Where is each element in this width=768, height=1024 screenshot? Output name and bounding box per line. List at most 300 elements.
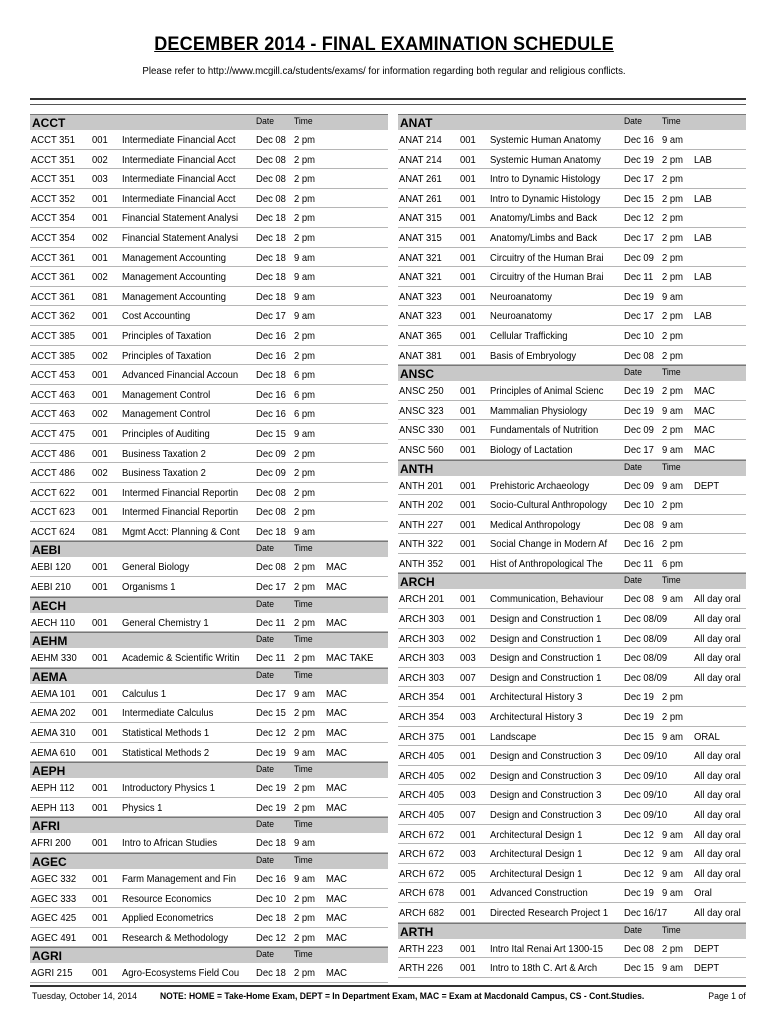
section-name: AEBI <box>32 543 61 558</box>
section-number: 002 <box>92 271 108 284</box>
exam-time: 2 pm <box>662 942 684 955</box>
course-code: ARCH 354 <box>399 691 445 704</box>
exam-time: 9 am <box>662 962 684 975</box>
exam-note: MAC <box>694 424 716 437</box>
exam-date: Dec 08 <box>624 349 654 362</box>
table-row <box>30 889 388 909</box>
section-header-anat <box>398 114 746 130</box>
course-title: Business Taxation 2 <box>122 447 206 460</box>
section-number: 001 <box>92 486 108 499</box>
course-title: Design and Construction 3 <box>490 769 602 782</box>
exam-time: 9 am <box>294 290 316 303</box>
time-column-label: Time <box>294 764 313 776</box>
course-title: Intermed Financial Reportin <box>122 486 239 499</box>
section-number: 002 <box>92 153 108 166</box>
exam-note: MAC <box>326 727 348 740</box>
section-number: 001 <box>460 962 476 975</box>
section-name: ARTH <box>400 924 434 939</box>
time-column-label: Time <box>662 116 681 127</box>
course-title: Intermediate Financial Acct <box>122 192 236 205</box>
table-row <box>30 483 388 503</box>
exam-note: All day oral <box>694 652 741 665</box>
course-code: ACCT 351 <box>31 134 75 146</box>
course-code: ACCT 385 <box>31 329 75 342</box>
course-code: ANAT 381 <box>399 349 442 362</box>
exam-note: LAB <box>694 153 712 166</box>
course-code: ARCH 201 <box>399 593 445 606</box>
course-title: Advanced Construction <box>490 887 588 900</box>
table-row <box>398 440 746 460</box>
section-number: 001 <box>460 942 476 955</box>
exam-time: 2 pm <box>294 616 316 629</box>
table-row <box>30 684 388 704</box>
course-title: Prehistoric Archaeology <box>490 479 590 492</box>
exam-note: MAC <box>694 404 716 417</box>
exam-date: Dec 08 <box>256 153 286 166</box>
table-row <box>398 609 746 629</box>
footer-print-date: Tuesday, October 14, 2014 <box>32 991 137 1002</box>
table-row <box>398 864 746 884</box>
course-code: AEMA 101 <box>31 687 76 700</box>
course-title: Management Control <box>122 388 211 401</box>
table-row <box>30 723 388 743</box>
section-number: 001 <box>92 892 108 905</box>
exam-time: 2 pm <box>662 499 684 512</box>
exam-date: Dec 09 <box>624 424 654 437</box>
table-row <box>398 208 746 228</box>
exam-date: Dec 18 <box>256 967 286 980</box>
date-column-label: Date <box>256 543 275 555</box>
section-number: 001 <box>92 212 108 225</box>
section-number: 001 <box>460 593 476 606</box>
exam-date: Dec 10 <box>624 329 654 342</box>
section-number: 001 <box>460 251 476 264</box>
section-number: 001 <box>92 447 108 460</box>
section-header-anth <box>398 460 746 476</box>
course-title: Intro Ital Renai Art 1300-15 <box>490 942 603 955</box>
section-name: ANTH <box>400 461 434 476</box>
exam-date: Dec 18 <box>256 369 286 382</box>
time-column-label: Time <box>662 575 681 587</box>
exam-date: Dec 18 <box>256 212 286 225</box>
time-column-label: Time <box>294 543 313 555</box>
exam-time: 9 am <box>294 837 316 850</box>
section-number: 001 <box>460 404 476 417</box>
table-row <box>30 778 388 798</box>
table-row <box>398 805 746 825</box>
exam-date: Dec 17 <box>256 581 286 594</box>
date-column-label: Date <box>256 855 275 866</box>
exam-date: Dec 19 <box>624 290 654 303</box>
section-number: 007 <box>460 671 476 684</box>
section-number: 002 <box>92 467 108 480</box>
course-title: Intro to Dynamic Histology <box>490 173 601 186</box>
table-row <box>398 495 746 515</box>
exam-date: Dec 19 <box>624 711 654 724</box>
exam-note: All day oral <box>694 867 741 880</box>
section-number: 001 <box>460 518 476 531</box>
course-title: Anatomy/Limbs and Back <box>490 231 598 244</box>
table-row <box>398 228 746 248</box>
exam-date: Dec 08 <box>256 192 286 205</box>
course-code: ACCT 352 <box>31 192 75 205</box>
top-rule <box>30 98 746 100</box>
section-name: AEHM <box>32 634 68 649</box>
course-title: Circuitry of the Human Brai <box>490 251 604 264</box>
exam-date: Dec 16 <box>624 538 654 551</box>
exam-date: Dec 19 <box>624 691 654 704</box>
exam-time: 2 pm <box>294 912 316 925</box>
exam-note: Oral <box>694 887 712 900</box>
table-row <box>398 267 746 287</box>
exam-date: Dec 17 <box>256 310 286 323</box>
table-row <box>398 844 746 864</box>
course-code: ARCH 678 <box>399 887 445 900</box>
exam-time: 2 pm <box>294 581 316 594</box>
exam-note: MAC <box>326 561 348 574</box>
exam-note: MAC <box>694 443 716 456</box>
course-title: Financial Statement Analysi <box>122 231 239 244</box>
section-number: 001 <box>92 310 108 323</box>
course-title: Fundamentals of Nutrition <box>490 424 599 437</box>
course-code: ACCT 351 <box>31 173 75 186</box>
table-row <box>30 928 388 948</box>
section-number: 003 <box>92 173 108 186</box>
table-row <box>30 248 388 268</box>
exam-date: Dec 08/09 <box>624 613 668 626</box>
course-code: ARCH 303 <box>399 671 445 684</box>
course-title: Directed Research Project 1 <box>490 906 609 919</box>
section-number: 007 <box>460 809 476 821</box>
date-column-label: Date <box>256 819 275 831</box>
exam-date: Dec 19 <box>624 887 654 900</box>
course-code: ACCT 453 <box>31 369 75 382</box>
exam-note: MAC <box>326 782 348 795</box>
section-number: 001 <box>92 134 108 146</box>
exam-note: DEPT <box>694 479 720 492</box>
exam-note: MAC <box>326 912 348 925</box>
course-code: ARCH 405 <box>399 769 445 782</box>
exam-note: MAC <box>326 616 348 629</box>
exam-time: 2 pm <box>294 707 316 720</box>
course-title: Resource Economics <box>122 892 212 905</box>
exam-time: 9 am <box>662 479 684 492</box>
exam-date: Dec 09 <box>256 447 286 460</box>
exam-time: 2 pm <box>662 192 684 205</box>
course-title: Intermed Financial Reportin <box>122 506 239 519</box>
table-row <box>30 798 388 818</box>
exam-time: 2 pm <box>662 173 684 186</box>
course-title: Design and Construction 1 <box>490 632 602 645</box>
section-header-aehm <box>30 632 388 648</box>
exam-note: All day oral <box>694 789 741 802</box>
exam-time: 2 pm <box>294 967 316 980</box>
course-code: AGEC 332 <box>31 873 77 885</box>
section-number: 001 <box>460 538 476 551</box>
section-number: 001 <box>92 873 108 885</box>
course-title: Farm Management and Fin <box>122 873 236 885</box>
exam-date: Dec 18 <box>256 525 286 538</box>
section-number: 002 <box>92 349 108 362</box>
exam-date: Dec 08 <box>624 942 654 955</box>
exam-time: 2 pm <box>662 424 684 437</box>
table-row <box>398 785 746 805</box>
section-number: 001 <box>460 310 476 323</box>
table-row <box>398 326 746 346</box>
exam-date: Dec 08 <box>256 173 286 186</box>
section-header-aeph <box>30 762 388 778</box>
exam-date: Dec 09/10 <box>624 809 668 821</box>
date-column-label: Date <box>624 461 643 473</box>
exam-date: Dec 11 <box>624 271 654 284</box>
course-code: ACCT 361 <box>31 290 75 303</box>
course-code: ACCT 486 <box>31 467 75 480</box>
exam-time: 9 am <box>294 427 316 440</box>
course-title: Biology of Lactation <box>490 443 573 456</box>
exam-date: Dec 12 <box>624 848 654 861</box>
course-title: Design and Construction 3 <box>490 789 602 802</box>
course-title: Agro-Ecosystems Field Cou <box>122 967 240 980</box>
table-row <box>398 515 746 535</box>
exam-time: 2 pm <box>294 349 316 362</box>
exam-note: All day oral <box>694 593 741 606</box>
table-row <box>398 629 746 649</box>
course-code: ARTH 223 <box>399 942 443 955</box>
exam-time: 2 pm <box>662 153 684 166</box>
exam-time: 9 am <box>294 746 316 759</box>
table-row <box>398 248 746 268</box>
section-number: 001 <box>460 153 476 166</box>
course-code: ANAT 321 <box>399 271 442 284</box>
exam-date: Dec 18 <box>256 837 286 850</box>
course-title: Basis of Embryology <box>490 349 577 362</box>
course-code: ACCT 385 <box>31 349 75 362</box>
exam-note: All day oral <box>694 906 741 919</box>
course-title: Mammalian Physiology <box>490 404 588 417</box>
exam-time: 2 pm <box>294 447 316 460</box>
course-title: Systemic Human Anatomy <box>490 153 601 166</box>
section-number: 001 <box>460 134 476 146</box>
table-row <box>398 958 746 978</box>
section-number: 001 <box>92 687 108 700</box>
exam-date: Dec 15 <box>256 707 286 720</box>
exam-note: MAC <box>326 581 348 594</box>
exam-time: 2 pm <box>294 561 316 574</box>
exam-date: Dec 18 <box>256 912 286 925</box>
course-code: AEPH 113 <box>31 801 75 814</box>
exam-date: Dec 17 <box>256 687 286 700</box>
table-row <box>398 766 746 786</box>
course-title: General Biology <box>122 561 190 574</box>
exam-time: 2 pm <box>294 134 316 146</box>
exam-date: Dec 15 <box>624 730 654 743</box>
section-number: 001 <box>92 329 108 342</box>
course-code: ACCT 463 <box>31 408 75 421</box>
course-title: Neuroanatomy <box>490 310 552 323</box>
section-name: AGEC <box>32 855 67 869</box>
exam-date: Dec 17 <box>624 231 654 244</box>
exam-date: Dec 08 <box>256 486 286 499</box>
exam-date: Dec 18 <box>256 271 286 284</box>
exam-date: Dec 09/10 <box>624 750 668 763</box>
exam-date: Dec 12 <box>256 931 286 944</box>
course-title: Introductory Physics 1 <box>122 782 215 795</box>
exam-time: 2 pm <box>294 801 316 814</box>
section-number: 001 <box>460 290 476 303</box>
section-number: 001 <box>460 424 476 437</box>
section-name: AEPH <box>32 764 66 779</box>
exam-note: All day oral <box>694 613 741 626</box>
section-number: 001 <box>460 479 476 492</box>
table-row <box>30 908 388 928</box>
exam-note: MAC <box>326 746 348 759</box>
table-row <box>30 613 388 633</box>
section-number: 001 <box>92 746 108 759</box>
section-number: 001 <box>92 727 108 740</box>
exam-time: 2 pm <box>662 349 684 362</box>
course-title: Calculus 1 <box>122 687 167 700</box>
section-number: 001 <box>92 369 108 382</box>
course-code: ANAT 214 <box>399 153 442 166</box>
exam-date: Dec 12 <box>624 212 654 225</box>
exam-date: Dec 16/17 <box>624 906 668 919</box>
time-column-label: Time <box>294 819 313 831</box>
course-code: ANAT 365 <box>399 329 442 342</box>
course-title: Intermediate Financial Acct <box>122 173 236 186</box>
section-name: AFRI <box>32 819 60 834</box>
exam-note: All day oral <box>694 750 741 763</box>
page-subtitle: Please refer to http://www.mcgill.ca/students/exams/ for information regarding both regular and religious conflicts. <box>142 65 626 77</box>
course-code: ARCH 354 <box>399 711 445 724</box>
schedule-column-left <box>30 114 388 983</box>
exam-time: 9 am <box>294 687 316 700</box>
exam-time: 9 am <box>294 251 316 264</box>
table-row <box>30 424 388 444</box>
exam-note: LAB <box>694 231 712 244</box>
section-number: 081 <box>92 525 108 538</box>
course-code: ARCH 303 <box>399 613 445 626</box>
exam-date: Dec 17 <box>624 310 654 323</box>
exam-note: ORAL <box>694 730 720 743</box>
course-code: AEBI 210 <box>31 581 71 594</box>
exam-date: Dec 12 <box>624 867 654 880</box>
table-row <box>398 189 746 209</box>
course-code: ARCH 303 <box>399 632 445 645</box>
course-title: Architectural History 3 <box>490 711 583 724</box>
table-row <box>398 420 746 440</box>
page-title: DECEMBER 2014 - FINAL EXAMINATION SCHEDULE <box>154 34 614 55</box>
table-row <box>30 743 388 763</box>
exam-date: Dec 09/10 <box>624 789 668 802</box>
table-row <box>398 306 746 326</box>
exam-time: 2 pm <box>294 192 316 205</box>
exam-time: 9 am <box>294 310 316 323</box>
course-title: Statistical Methods 1 <box>122 727 210 740</box>
course-code: ANAT 323 <box>399 290 442 303</box>
course-code: ANAT 323 <box>399 310 442 323</box>
section-number: 001 <box>92 506 108 519</box>
course-code: AEMA 310 <box>31 727 76 740</box>
course-title: Intro to Dynamic Histology <box>490 192 601 205</box>
table-row <box>30 228 388 248</box>
table-row <box>398 589 746 609</box>
date-column-label: Date <box>624 575 643 587</box>
section-number: 001 <box>460 231 476 244</box>
section-number: 001 <box>460 691 476 704</box>
course-title: Design and Construction 1 <box>490 652 602 665</box>
table-row <box>30 522 388 542</box>
exam-note: MAC <box>326 967 348 980</box>
section-number: 001 <box>92 616 108 629</box>
exam-date: Dec 08/09 <box>624 671 668 684</box>
course-code: AEPH 112 <box>31 782 75 795</box>
exam-time: 2 pm <box>294 652 316 665</box>
table-row <box>398 169 746 189</box>
table-row <box>398 287 746 307</box>
table-row <box>30 557 388 577</box>
exam-time: 9 am <box>662 404 684 417</box>
course-code: ARCH 303 <box>399 652 445 665</box>
section-number: 003 <box>460 652 476 665</box>
course-title: Intermediate Calculus <box>122 707 214 720</box>
table-row <box>398 707 746 727</box>
section-number: 002 <box>460 632 476 645</box>
table-row <box>30 963 388 983</box>
footer-legend-note: NOTE: HOME = Take-Home Exam, DEPT = In Department Exam, MAC = Exam at Macdonald Campus, CS - Cont.Studies. <box>160 991 645 1002</box>
section-header-aema <box>30 668 388 684</box>
table-row <box>398 346 746 366</box>
table-row <box>398 939 746 959</box>
exam-time: 2 pm <box>294 892 316 905</box>
section-header-afri <box>30 817 388 833</box>
exam-time: 9 am <box>662 593 684 606</box>
course-title: Medical Anthropology <box>490 518 581 531</box>
course-title: Cost Accounting <box>122 310 191 323</box>
exam-note: MAC <box>326 873 348 885</box>
section-number: 001 <box>460 730 476 743</box>
exam-time: 2 pm <box>662 711 684 724</box>
course-title: Applied Econometrics <box>122 912 214 925</box>
exam-note: MAC <box>326 801 348 814</box>
date-column-label: Date <box>256 634 275 646</box>
exam-time: 2 pm <box>294 506 316 519</box>
section-number: 001 <box>460 349 476 362</box>
course-code: AEMA 202 <box>31 707 76 720</box>
time-column-label: Time <box>662 924 681 936</box>
section-header-agec <box>30 853 388 869</box>
course-code: ARCH 405 <box>399 789 445 802</box>
section-number: 001 <box>460 192 476 205</box>
section-number: 001 <box>460 212 476 225</box>
course-title: Management Accounting <box>122 290 227 303</box>
course-code: ANAT 261 <box>399 192 442 205</box>
time-column-label: Time <box>294 949 313 961</box>
exam-time: 2 pm <box>294 212 316 225</box>
exam-date: Dec 11 <box>624 557 654 570</box>
section-number: 003 <box>460 848 476 861</box>
course-title: Design and Construction 3 <box>490 809 602 821</box>
section-number: 001 <box>92 931 108 944</box>
course-title: Mgmt Acct: Planning & Cont <box>122 525 240 538</box>
date-column-label: Date <box>256 764 275 776</box>
time-column-label: Time <box>294 116 313 127</box>
exam-time: 2 pm <box>662 538 684 551</box>
exam-time: 9 am <box>662 518 684 531</box>
section-number: 001 <box>92 251 108 264</box>
course-code: AGEC 425 <box>31 912 77 925</box>
section-name: ACCT <box>32 116 66 130</box>
course-code: ANSC 560 <box>399 443 444 456</box>
